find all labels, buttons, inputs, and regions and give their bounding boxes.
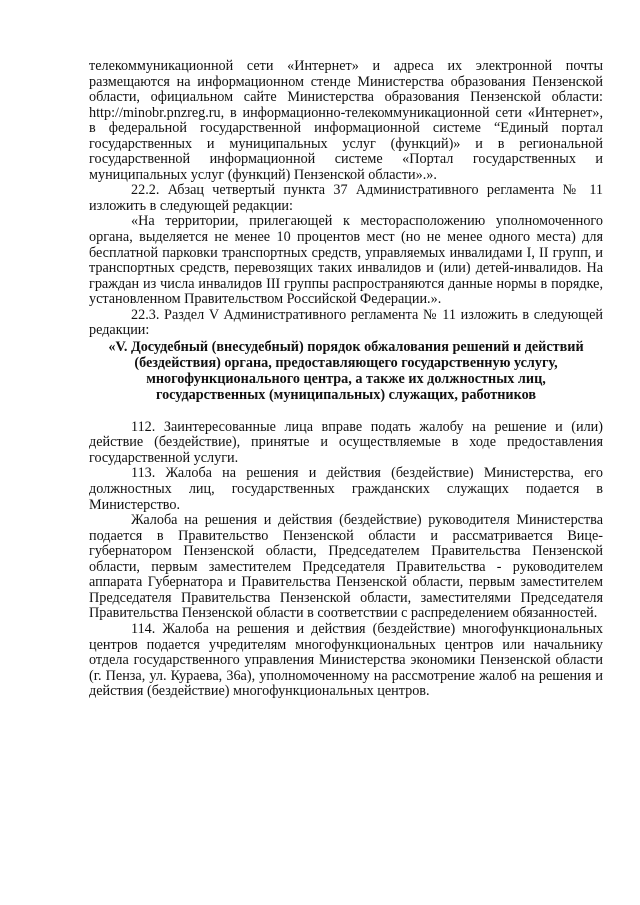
paragraph-22-3: 22.3. Раздел V Административного регламента № 11 изложить в следующей редакции: xyxy=(89,306,603,339)
paragraph-contact-info: телекоммуникационной сети «Интернет» и адреса их электронной почты размещаются на информационном стенде Министерства образования Пензенской области, официальном сайте Министерства образования Пензенской области: http://minobr.pnzreg.ru, в информационно-телекоммуникационной сети «Интернет», в федеральной государственной информационной системе “Единый портал государственных и муниципальных услуг (функций)» и в региональной государственной информационной системе «Портал государственных и муниципальных услуг (функций) Пензенской области».». xyxy=(89,58,603,183)
paragraph-22-2: 22.2. Абзац четвертый пункта 37 Административного регламента № 11 изложить в следующей редакции: xyxy=(89,182,603,214)
spacer xyxy=(89,403,603,420)
paragraph-113: 113. Жалоба на решения и действия (бездействие) Министерства, его должностных лиц, государственных гражданских служащих подается в Министерство. xyxy=(89,465,603,513)
section-v-heading: «V. Досудебный (внесудебный) порядок обжалования решений и действий (бездействия) органа, предоставляющего государственную услугу, многофункционального центра, а также их должностных лиц, государственных (муниципальных) служащих, работников xyxy=(108,338,584,403)
document-body xyxy=(89,59,603,700)
paragraph-complaint-head: Жалоба на решения и действия (бездействие) руководителя Министерства подается в Правительство Пензенской области и рассматривается Вице-губернатором Пензенской области, Председателем Правительства Пензенской области, первым заместителем Председателя Правительства - руководителем аппарата Губернатора и Правительства Пензенской области, первым заместителем Председателя Правительства Пензенской области, заместителями Председателя Правительства Пензенской области в соответствии с распределением обязанностей. xyxy=(89,512,603,622)
paragraph-114: 114. Жалоба на решения и действия (бездействие) многофункциональных центров подается учредителям многофункциональных центров или начальнику отдела государственного управления Министерства экономики Пензенской области (г. Пенза, ул. Кураева, 36а), уполномоченному на рассмотрение жалоб на решения и действия (бездействие) многофункциональных центров. xyxy=(89,620,603,700)
paragraph-112: 112. Заинтересованные лица вправе подать жалобу на решение и (или) действие (бездействие), принятые и осуществляемые в ходе предоставления государственной услуги. xyxy=(89,418,603,466)
paragraph-parking-quote: «На территории, прилегающей к месторасположению уполномоченного органа, выделяется не менее 10 процентов мест (но не менее одного места) для бесплатной парковки транспортных средств, управляемых инвалидами I, II групп, и транспортных средств, перевозящих таких инвалидов и (или) детей-инвалидов. На граждан из числа инвалидов III группы распространяются данные нормы в порядке, установленном Правительством Российской Федерации.». xyxy=(89,213,603,308)
